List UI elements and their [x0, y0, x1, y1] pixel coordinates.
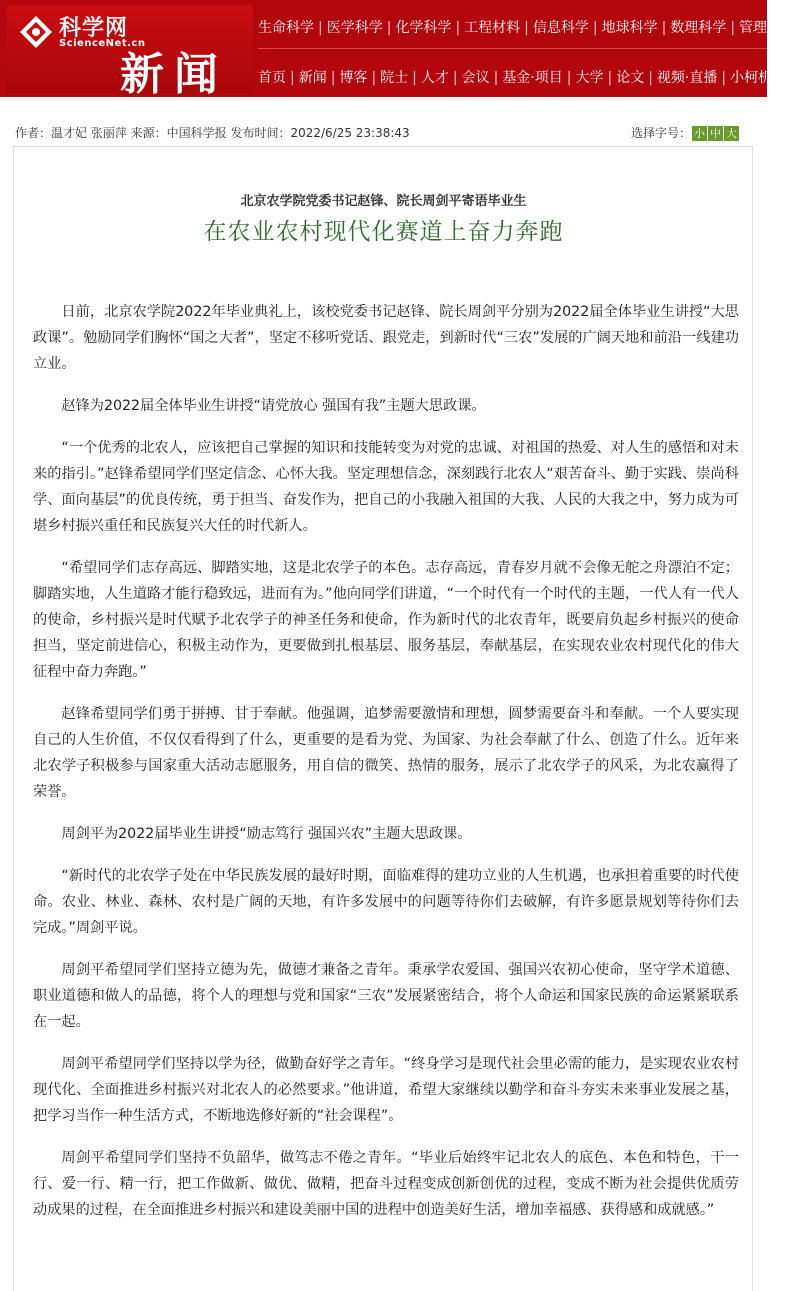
nav-item-math-physics[interactable]: 数理科学	[670, 20, 727, 36]
font-size-large-button[interactable]: 大	[726, 127, 737, 140]
font-size-small-button[interactable]: 小	[694, 127, 705, 140]
article-paragraph: 周剑平希望同学们坚持以学为径，做勤奋好学之青年。“终身学习是现代社会里必需的能力，是实现农业农村现代化、全面推进乡村振兴对北农人的必然要求。”他讲道，希望大家继续以勤学和奋斗夯实未来事业发展之基，把学习当作一种生活方式，不断地选修好新的“社会课程”。	[33, 1056, 739, 1124]
site-header	[0, 0, 800, 100]
nav-item-news[interactable]: 新闻	[298, 70, 327, 86]
nav-item-medical-science[interactable]: 医学科学	[326, 20, 383, 36]
nav-item-university[interactable]: 大学	[575, 70, 604, 86]
logo-text-en: ScienceNet.cn	[59, 38, 146, 49]
article-paragraph: 日前，北京农学院2022年毕业典礼上，该校党委书记赵锋、院长周剑平分别为2022届全体毕业生讲授“大思政课”。勉励同学们胸怀“国之大者”，坚定不移听党话、跟党走，到新时代“三农”发展的广阔天地和前沿一线建功立业。	[33, 304, 739, 372]
article-meta-bar	[13, 120, 753, 144]
article-paragraph: “新时代的北农学子处在中华民族发展的最好时期，面临难得的建功立业的人生机遇，也承担着重要的时代使命。农业、林业、森林、农村是广阔的天地，有许多发展中的问题等待你们去破解，有许多愿景规划等待你们去完成。”周剑平说。	[33, 868, 739, 936]
article-paragraph: 周剑平希望同学们坚持不负韶华，做笃志不倦之青年。“毕业后始终牢记北农人的底色、本色和特色，干一行、爱一行、精一行，把工作做新、做优、做精，把奋斗过程变成创新创优的过程，变成不断为社会提供优质劳动成果的过程，在全面推进乡村振兴和建设美丽中国的进程中创造美好生活，增加幸福感、获得感和成就感。”	[33, 1150, 739, 1218]
article-paragraph: “希望同学们志存高远、脚踏实地，这是北农学子的本色。志存高远，青春岁月就不会像无舵之舟漂泊不定；脚踏实地，人生道路才能行稳致远，进而有为。”他向同学们讲道，“一个时代有一个时代的主题，一代人有一代人的使命，乡村振兴是时代赋予北农学子的神圣任务和使命，作为新时代的北农青年，既要肩负起乡村振兴的使命担当，坚定前进信心，积极主动作为，更要做到扎根基层、服务基层，奉献基层，在实现农业农村现代化的伟大征程中奋力奔跑。”	[33, 560, 739, 680]
section-title: 新闻	[120, 49, 228, 100]
nav-divider	[258, 48, 767, 49]
logo-text-cn: 科学网	[59, 16, 129, 41]
article-meta-info: 作者：温才妃 张丽萍 来源：中国科学报 发布时间：2022/6/25 23:38:43	[15, 126, 410, 140]
content-border-left	[13, 146, 14, 1291]
article-paragraph: 赵锋为2022届全体毕业生讲授“请党放心 强国有我”主题大思政课。	[61, 398, 486, 414]
font-size-selector	[631, 124, 739, 141]
nav-item-talent[interactable]: 人才	[420, 70, 449, 86]
nav-item-chemistry[interactable]: 化学科学	[395, 20, 452, 36]
nav-item-video[interactable]: 视频·直播	[656, 70, 718, 86]
article-subtitle: 北京农学院党委书记赵锋、院长周剑平寄语毕业生	[240, 194, 527, 209]
article-paragraph: 周剑平希望同学们坚持立德为先，做德才兼备之青年。秉承学农爱国、强国兴农初心使命，坚守学术道德、职业道德和做人的品德，将个人的理想与党和国家“三农”发展紧密结合，将个人命运和国家民族的命运紧紧联系在一起。	[33, 962, 739, 1030]
nav-item-papers[interactable]: 论文	[616, 70, 645, 86]
font-size-label: 选择字号：	[630, 126, 691, 140]
category-nav: 生命科学 | 医学科学 | 化学科学 | 工程材料 | 信息科学 | 地球科学 | 数理科学 | 管理综合	[258, 17, 795, 37]
article-paragraph: “一个优秀的北农人，应该把自己掌握的知识和技能转变为对党的忠诚、对祖国的热爱、对人生的感悟和对未来的指引。”赵锋希望同学们坚定信念、心怀大我。坚定理想信念，深刻践行北农人“艰苦奋斗、勤于实践、崇尚科学、面向基层”的优良传统，勇于担当、奋发作为，把自己的小我融入祖国的大我、人民的大我之中，努力成为可堪乡村振兴重任和民族复兴大任的时代新人。	[33, 440, 739, 534]
font-size-medium-button[interactable]: 中	[710, 127, 721, 140]
nav-item-management[interactable]: 管理综合	[739, 20, 796, 36]
nav-item-robot[interactable]: 小柯机器人	[730, 70, 800, 86]
nav-item-funding[interactable]: 基金·项目	[502, 70, 563, 86]
article-paragraph: 赵锋希望同学们勇于拼搏、甘于奉献。他强调，追梦需要激情和理想，圆梦需要奋斗和奉献。一个人要实现自己的人生价值，不仅仅看得到了什么，更重要的是看为党、为国家、为社会奉献了什么、创造了什么。近年来北农学子积极参与国家重大活动志愿服务，用自信的微笑、热情的服务，展示了北农学子的风采，为北农赢得了荣誉。	[33, 706, 739, 800]
article-body	[33, 299, 739, 1239]
nav-item-home[interactable]: 首页	[258, 70, 286, 86]
nav-item-information[interactable]: 信息科学	[532, 20, 589, 36]
article-paragraph: 周剑平为2022届毕业生讲授“励志笃行 强国兴农”主题大思政课。	[61, 826, 472, 842]
meta-divider	[13, 146, 753, 147]
logo-diamond-icon	[19, 15, 53, 49]
nav-item-engineering[interactable]: 工程材料	[464, 20, 521, 36]
nav-item-blog[interactable]: 博客	[339, 70, 368, 86]
content-border-right	[752, 146, 753, 1291]
nav-item-meetings[interactable]: 会议	[461, 70, 490, 86]
nav-item-academicians[interactable]: 院士	[380, 70, 409, 86]
nav-item-earth-science[interactable]: 地球科学	[601, 20, 658, 36]
article-title: 在农业农村现代化赛道上奋力奔跑	[203, 219, 564, 245]
nav-item-life-science[interactable]: 生命科学	[258, 20, 314, 36]
main-nav: 首页 | 新闻 | 博客 | 院士 | 人才 | 会议 | 基金·项目 | 大学 | 论文 | 视频·直播 | 小柯机器人	[258, 67, 800, 87]
